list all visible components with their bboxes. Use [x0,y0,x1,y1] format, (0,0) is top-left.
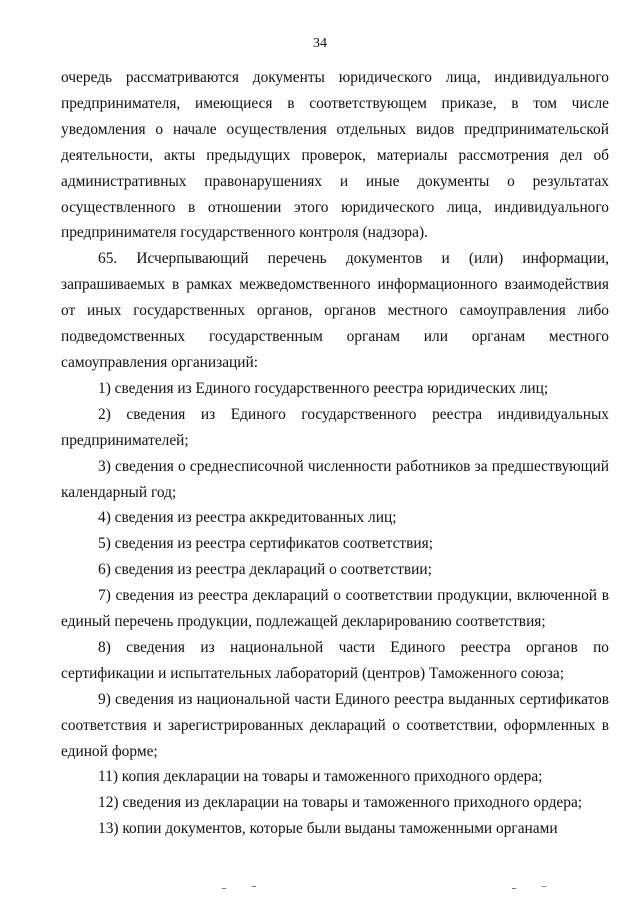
list-item: 13) копии документов, которые были выданы таможенными органами [98,820,558,838]
list-item: 12) сведения из декларации на товары и таможенного приходного ордера; [98,794,583,812]
list-item: 3) сведения о среднесписочной численности работников за предшествующий календарный год; [61,457,609,501]
list-item: 6) сведения из реестра деклараций о соответствии; [98,561,432,579]
list-item: 7) сведения из реестра деклараций о соответствии продукции, включенной в единый перечень продукции, подлежащей декларированию соответствия; [61,587,609,631]
list-item: 1) сведения из Единого государственного реестра юридических лиц; [98,379,549,397]
paragraph-continuation: очередь рассматриваются документы юридического лица, индивидуального предпринимателя, имеющиеся в соответствующем приказе, в том числе уведомления о начале осуществления отдельных видов предпринимательской деятельности, акты предыдущих проверок, материалы рассмотрения дел об административных правонарушениях и иные документы о результатах осуществленного в отношении этого юридического лица, индивидуального предпринимателя государственного контроля (надзора). [61,69,609,242]
paragraph-item-65: 65. Исчерпывающий перечень документов и (или) информации, запрашиваемых в рамках межведомственного информационного взаимодействия от иных государственных органов, органов местного самоуправления либо подведомственных государственным органам или органам местного самоуправления организаций: [61,250,609,371]
scan-speck [542,886,546,887]
scan-speck [252,886,256,887]
scan-speck [222,888,226,889]
list-item: 2) сведения из Единого государственного реестра индивидуальных предпринимателей; [61,405,609,449]
list-item: 8) сведения из национальной части Единого реестра органов по сертификации и испытательных лабораторий (центров) Таможенного союза; [61,638,609,682]
page-number: 34 [313,36,327,51]
list-item: 5) сведения из реестра сертификатов соответствия; [98,535,433,553]
list-item: 11) копия декларации на товары и таможенного приходного ордера; [98,768,543,786]
list-item: 4) сведения из реестра аккредитованных лиц; [98,509,397,527]
scan-speck [512,888,516,889]
scan-artifacts [0,885,640,895]
list-item: 9) сведения из национальной части Единого реестра выданных сертификатов соответствия и зарегистрированных деклараций о соответствии, оформленных в единой форме; [61,690,609,760]
document-body [61,65,609,842]
